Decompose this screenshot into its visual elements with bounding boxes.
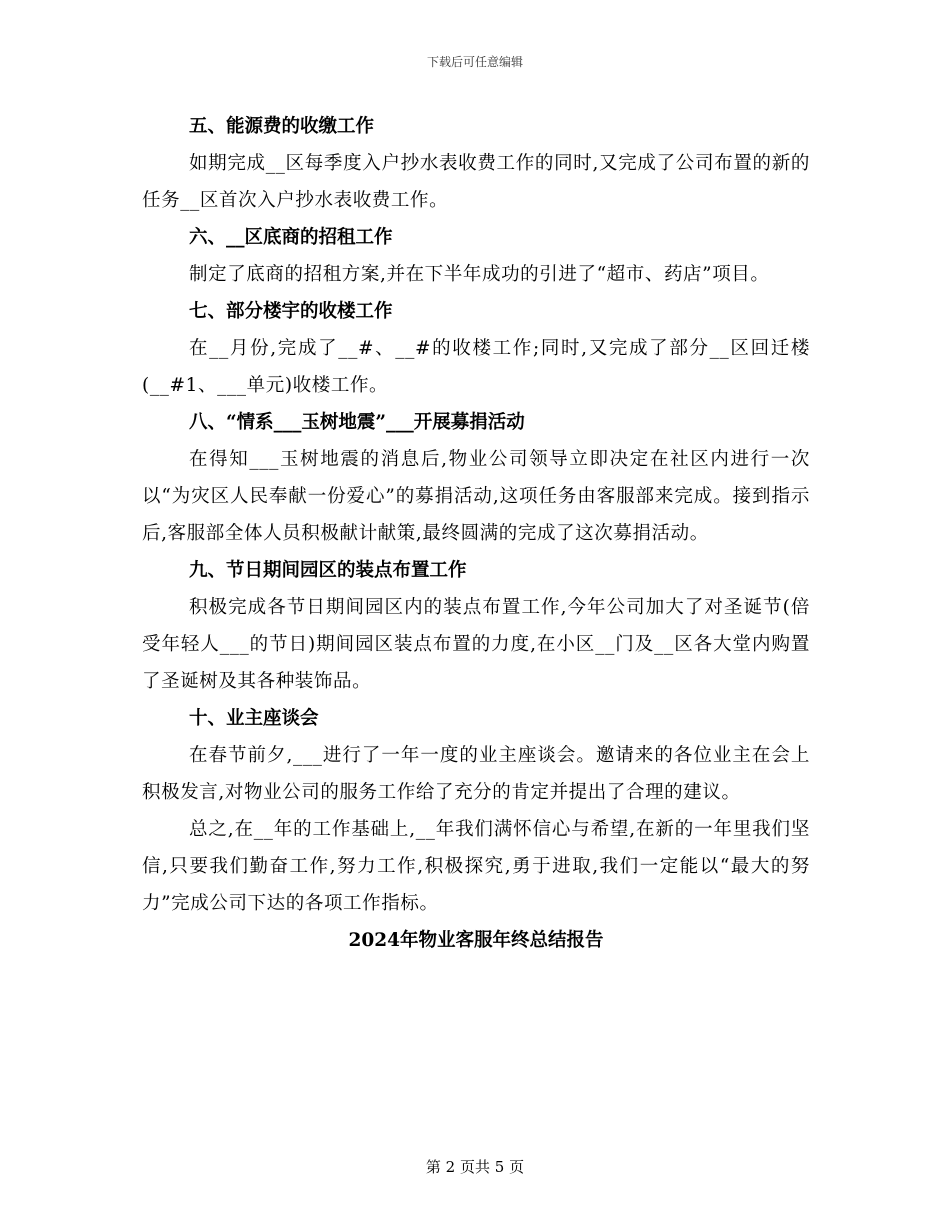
section-paragraph: 制定了底商的招租方案,并在下半年成功的引进了“超市、药店”项目。	[189, 264, 770, 285]
section-heading-shop-leasing: 六、__区底商的招租工作	[189, 227, 393, 248]
section-heading-holiday-decoration: 九、节日期间园区的装点布置工作	[189, 560, 467, 581]
document-body	[142, 108, 810, 959]
section-paragraph: 在春节前夕,___进行了一年一度的业主座谈会。邀请来的各位业主在会上积极发言,对物业公司的服务工作给了充分的肯定并提出了合理的建议。	[142, 745, 810, 803]
page-header: 下载后可任意编辑	[426, 55, 523, 69]
section-heading-building-handover: 七、部分楼宇的收楼工作	[189, 301, 393, 322]
section-paragraph: 在__月份,完成了__#、__#的收楼工作;同时,又完成了部分__区回迁楼(__#1、___单元)收楼工作。	[142, 338, 810, 396]
section-heading-owner-meeting: 十、业主座谈会	[189, 708, 319, 729]
section-paragraph: 如期完成__区每季度入户抄水表收费工作的同时,又完成了公司布置的新的任务__区首次入户抄水表收费工作。	[142, 153, 810, 211]
section-paragraph: 积极完成各节日期间园区内的装点布置工作,今年公司加大了对圣诞节(倍受年轻人___的节日)期间园区装点布置的力度,在小区__门及__区各大堂内购置了圣诞树及其各种装饰品。	[142, 597, 810, 692]
section-heading-donation-drive: 八、“情系___玉树地震”___开展募捐活动	[189, 412, 525, 433]
section-heading-energy-fees: 五、能源费的收缴工作	[189, 116, 375, 137]
section-paragraph: 在得知___玉树地震的消息后,物业公司领导立即决定在社区内进行一次以“为灾区人民奉献一份爱心”的募捐活动,这项任务由客服部来完成。接到指示后,客服部全体人员积极献计献策,最终圆满的完成了这次募捐活动。	[142, 449, 810, 544]
page-footer: 第 2 页共 5 页	[425, 1158, 525, 1176]
report-title: 2024年物业客服年终总结报告	[348, 930, 604, 951]
conclusion-paragraph: 总之,在__年的工作基础上,__年我们满怀信心与希望,在新的一年里我们坚信,只要我们勤奋工作,努力工作,积极探究,勇于进取,我们一定能以“最大的努力”完成公司下达的各项工作指标。	[142, 819, 810, 914]
